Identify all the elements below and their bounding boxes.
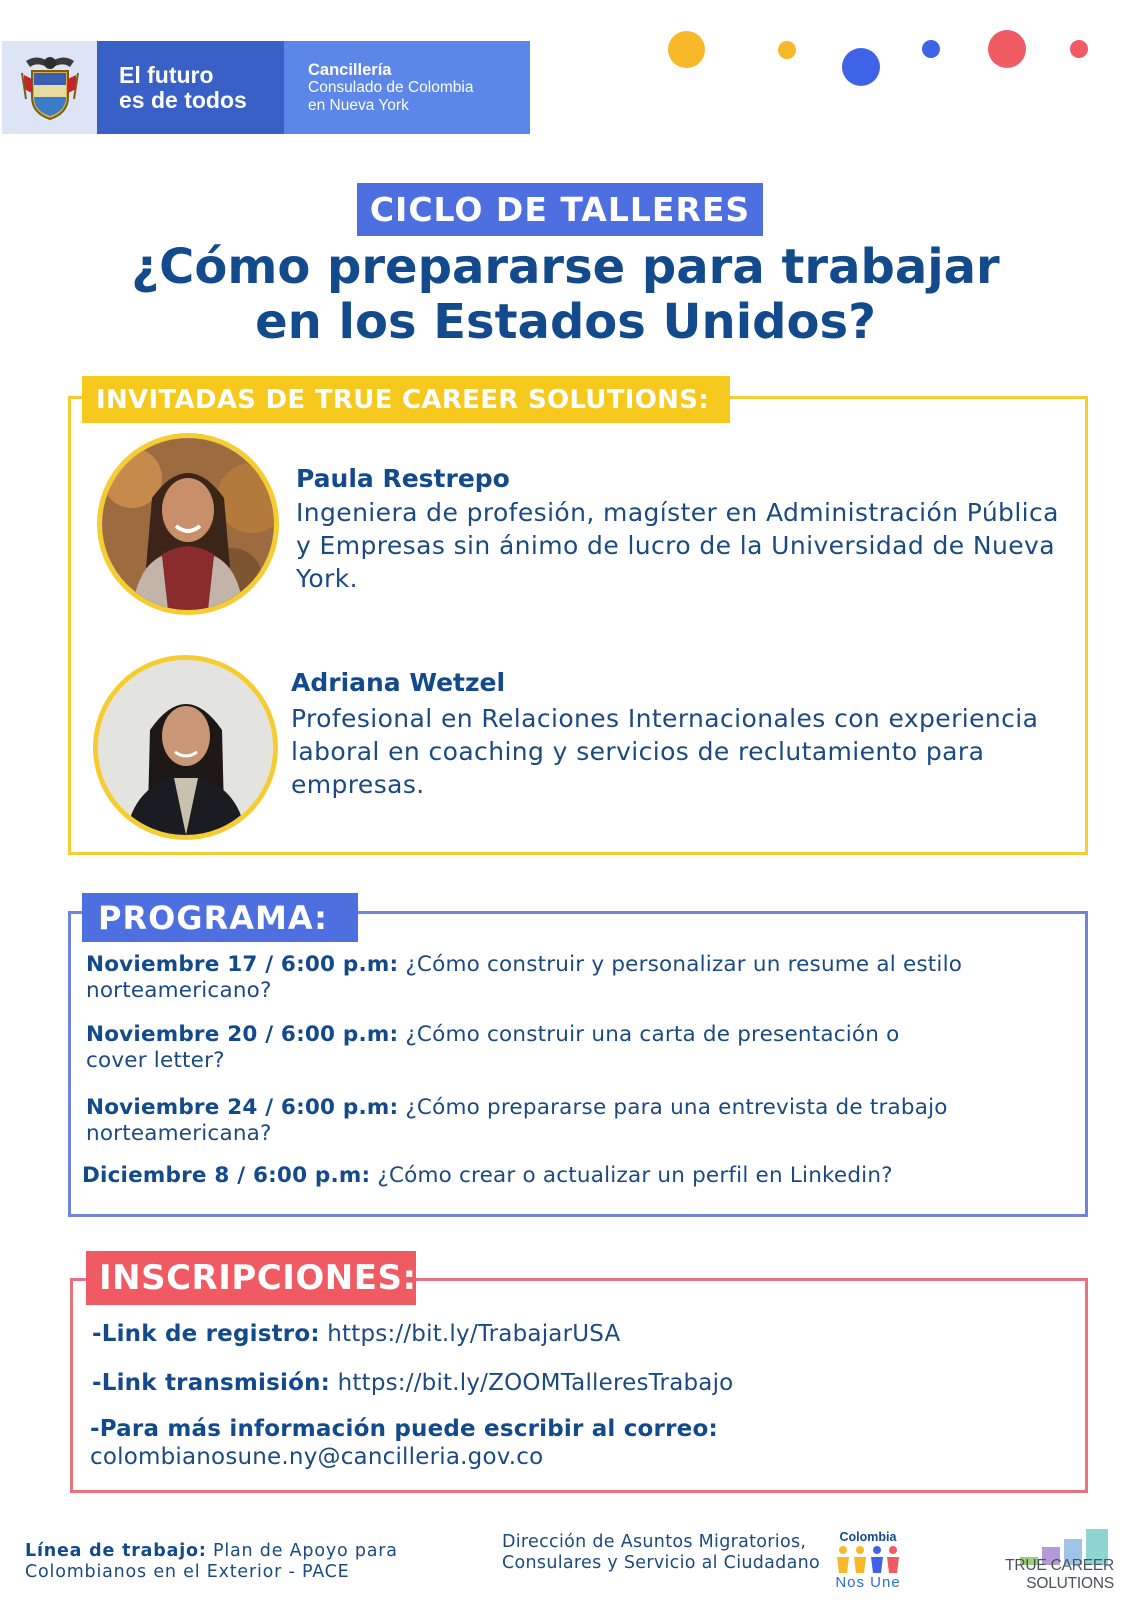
program-topic: norteamericano? (86, 978, 272, 1003)
footer-work-line (25, 1541, 398, 1583)
bio-line: empresas. (291, 770, 425, 799)
header-logo-banner (2, 41, 530, 134)
program-topic: norteamericana? (86, 1121, 272, 1146)
slogan-line: El futuro (119, 61, 214, 88)
program-date: Noviembre 17 / 6:00 p.m: (86, 952, 399, 977)
directorate-line: Consulares y Servicio al Ciudadano (502, 1553, 821, 1573)
dot-red-small (1070, 40, 1088, 58)
slogan-line: es de todos (119, 86, 247, 113)
stream-link-line (92, 1369, 733, 1397)
contact-info (90, 1415, 718, 1471)
tcs-name: TRUE CAREER SOLUTIONS (1005, 1557, 1114, 1592)
program-heading: PROGRAMA: (82, 893, 358, 942)
office-line: en Nueva York (308, 96, 409, 114)
program-topic: ¿Cómo prepararse para una entrevista de trabajo (405, 1095, 948, 1120)
bio-line: laboral en coaching y servicios de reclutamiento para (291, 737, 985, 766)
guests-heading: INVITADAS DE TRUE CAREER SOLUTIONS: (82, 376, 730, 423)
guest-name: Paula Restrepo (296, 464, 510, 493)
directorate-line: Dirección de Asuntos Migratorios, (502, 1532, 807, 1552)
bio-line: y Empresas sin ánimo de lucro de la Universidad de Nueva (296, 531, 1055, 560)
nosune-bottom-label: Nos Une (835, 1574, 901, 1591)
page-title (0, 240, 1131, 350)
nosune-people-icon (835, 1545, 901, 1575)
register-label: -Link de registro: (92, 1321, 320, 1347)
dot-blue-large (842, 48, 880, 86)
bio-line: York. (296, 564, 358, 593)
title-line: en los Estados Unidos? (255, 294, 876, 350)
stream-link[interactable]: https://bit.ly/ZOOMTalleresTrabajo (337, 1370, 734, 1396)
contact-email[interactable]: colombianosune.ny@cancilleria.gov.co (90, 1444, 544, 1470)
bio-line: Ingeniera de profesión, magíster en Administración Pública (296, 498, 1059, 527)
office-line: Consulado de Colombia (308, 78, 474, 96)
program-topic: cover letter? (86, 1048, 225, 1073)
ministry-name: Cancillería (308, 60, 392, 79)
colombia-nos-une-logo (831, 1530, 905, 1594)
info-label: -Para más información puede escribir al correo: (90, 1416, 718, 1442)
guest-name: Adriana Wetzel (291, 668, 506, 697)
colombia-coat-of-arms-icon (2, 41, 97, 134)
consulate-block (284, 41, 530, 134)
register-link[interactable]: https://bit.ly/TrabajarUSA (327, 1321, 621, 1347)
footer-line-label: Línea de trabajo: (25, 1541, 207, 1561)
register-link-line (92, 1320, 620, 1348)
stream-label: -Link transmisión: (92, 1370, 331, 1396)
guest-bio (296, 496, 1059, 595)
program-date: Diciembre 8 / 6:00 p.m: (82, 1163, 371, 1188)
program-item (82, 1163, 893, 1189)
footer-line-text: Plan de Apoyo para (213, 1541, 398, 1561)
true-career-solutions-logo (918, 1529, 1114, 1595)
bio-line: Profesional en Relaciones Internacionales con experiencia (291, 704, 1039, 733)
nosune-top-label: Colombia (839, 1530, 897, 1544)
dot-yellow-small (778, 41, 796, 59)
program-item (86, 1022, 899, 1074)
program-topic: ¿Cómo construir una carta de presentación o (405, 1022, 900, 1047)
program-topic: ¿Cómo construir y personalizar un resume al estilo (405, 952, 963, 977)
guest-bio (291, 702, 1038, 801)
footer-directorate (502, 1532, 820, 1574)
dot-yellow-large (668, 31, 705, 68)
title-line: ¿Cómo prepararse para trabajar (131, 239, 1000, 295)
dot-red-large (988, 30, 1026, 68)
guest-photo-paula (97, 433, 279, 615)
program-date: Noviembre 20 / 6:00 p.m: (86, 1022, 399, 1047)
slogan-block (97, 41, 284, 134)
footer-line-text: Colombianos en el Exterior - PACE (25, 1562, 350, 1582)
program-item (86, 952, 962, 1004)
program-topic: ¿Cómo crear o actualizar un perfil en Linkedin? (377, 1163, 893, 1188)
program-item (86, 1095, 948, 1147)
registration-heading: INSCRIPCIONES: (86, 1251, 416, 1305)
series-badge: CICLO DE TALLERES (357, 183, 763, 236)
dot-blue-small (922, 40, 940, 58)
program-date: Noviembre 24 / 6:00 p.m: (86, 1095, 399, 1120)
guest-photo-adriana (93, 655, 278, 840)
